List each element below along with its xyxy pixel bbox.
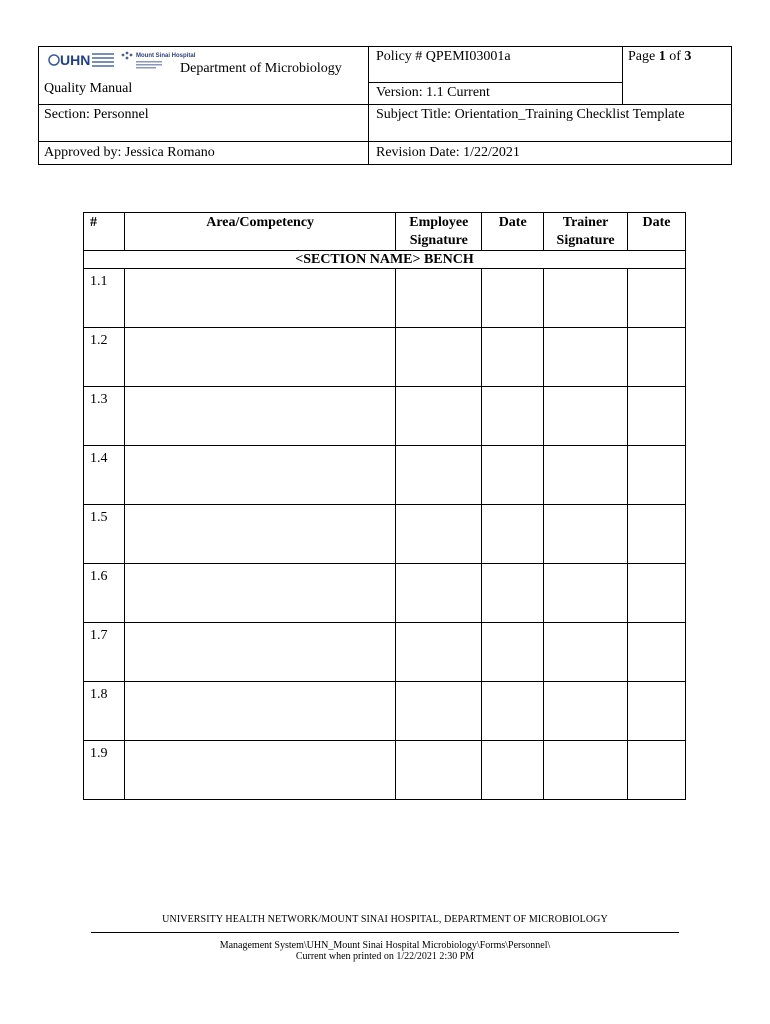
row-number: 1.4 (84, 446, 125, 505)
employee-signature-cell[interactable] (396, 564, 482, 623)
row-number: 1.3 (84, 387, 125, 446)
row-number: 1.2 (84, 328, 125, 387)
table-row (84, 387, 686, 446)
employee-signature-cell[interactable] (396, 505, 482, 564)
trainer-signature-cell[interactable] (544, 623, 628, 682)
trainer-signature-cell[interactable] (544, 269, 628, 328)
page-of: of (665, 49, 685, 64)
trainer-signature-cell[interactable] (544, 741, 628, 800)
page-prefix: Page (628, 49, 659, 64)
manual-title: Quality Manual (44, 81, 133, 96)
table-row (84, 741, 686, 800)
trainer-date-cell[interactable] (628, 328, 686, 387)
area-competency-cell[interactable] (124, 623, 395, 682)
row-number: 1.9 (84, 741, 125, 800)
version-label: Version: 1.1 Current (376, 85, 490, 100)
page-indicator (628, 49, 691, 65)
area-competency-cell[interactable] (124, 269, 395, 328)
department-title: Department of Microbiology (180, 61, 342, 76)
area-competency-cell[interactable] (124, 682, 395, 741)
footer-printed-note: Current when printed on 1/22/2021 2:30 PM (295, 951, 475, 962)
employee-date-cell[interactable] (482, 387, 544, 446)
col-date-header: Date (482, 213, 544, 251)
trainer-date-cell[interactable] (628, 505, 686, 564)
col-date-header-2: Date (628, 213, 686, 251)
footer-organization: UNIVERSITY HEALTH NETWORK/MOUNT SINAI HOSPITAL, DEPARTMENT OF MICROBIOLOGY (162, 914, 608, 925)
page-number: 1 (658, 49, 666, 64)
trainer-date-cell[interactable] (628, 741, 686, 800)
row-number: 1.7 (84, 623, 125, 682)
col-number-header: # (84, 213, 125, 251)
trainer-signature-cell[interactable] (544, 682, 628, 741)
table-row (84, 446, 686, 505)
employee-date-cell[interactable] (482, 682, 544, 741)
approved-by: Approved by: Jessica Romano (44, 145, 215, 160)
employee-signature-cell[interactable] (396, 446, 482, 505)
uhn-mount-sinai-logo (48, 49, 196, 71)
employee-date-cell[interactable] (482, 564, 544, 623)
employee-date-cell[interactable] (482, 269, 544, 328)
table-row (84, 623, 686, 682)
trainer-date-cell[interactable] (628, 682, 686, 741)
page-total: 3 (684, 49, 692, 64)
row-number: 1.1 (84, 269, 125, 328)
employee-signature-cell[interactable] (396, 623, 482, 682)
competency-checklist-table (83, 212, 686, 800)
employee-signature-cell[interactable] (396, 741, 482, 800)
trainer-signature-cell[interactable] (544, 328, 628, 387)
employee-date-cell[interactable] (482, 446, 544, 505)
section-name: <SECTION NAME> BENCH (84, 251, 686, 269)
area-competency-cell[interactable] (124, 446, 395, 505)
row-number: 1.8 (84, 682, 125, 741)
trainer-signature-cell[interactable] (544, 387, 628, 446)
section-row (84, 251, 686, 269)
subject-title: Subject Title: Orientation_Training Checklist Template (376, 107, 685, 122)
area-competency-cell[interactable] (124, 564, 395, 623)
trainer-signature-cell[interactable] (544, 564, 628, 623)
employee-date-cell[interactable] (482, 328, 544, 387)
employee-date-cell[interactable] (482, 741, 544, 800)
row-number: 1.6 (84, 564, 125, 623)
trainer-date-cell[interactable] (628, 623, 686, 682)
logo-msh-text: Mount Sinai Hospital (136, 53, 196, 59)
area-competency-cell[interactable] (124, 505, 395, 564)
section-label: Section: Personnel (44, 107, 149, 122)
footer-path-block (0, 940, 770, 962)
trainer-date-cell[interactable] (628, 387, 686, 446)
employee-date-cell[interactable] (482, 623, 544, 682)
footer-divider (91, 932, 679, 933)
employee-signature-cell[interactable] (396, 387, 482, 446)
revision-date: Revision Date: 1/22/2021 (376, 145, 520, 160)
table-row (84, 564, 686, 623)
col-employee-signature-header: Employee Signature (396, 213, 482, 251)
employee-signature-cell[interactable] (396, 682, 482, 741)
area-competency-cell[interactable] (124, 741, 395, 800)
col-trainer-signature-header: Trainer Signature (544, 213, 628, 251)
employee-signature-cell[interactable] (396, 269, 482, 328)
trainer-date-cell[interactable] (628, 564, 686, 623)
row-number: 1.5 (84, 505, 125, 564)
policy-number: Policy # QPEMI03001a (376, 49, 511, 64)
table-row (84, 269, 686, 328)
area-competency-cell[interactable] (124, 387, 395, 446)
logo-uhn-text: UHN (60, 52, 91, 68)
footer-path: Management System\UHN_Mount Sinai Hospital Microbiology\Forms\Personnel\ (219, 940, 551, 951)
trainer-date-cell[interactable] (628, 446, 686, 505)
trainer-signature-cell[interactable] (544, 505, 628, 564)
table-row (84, 328, 686, 387)
trainer-date-cell[interactable] (628, 269, 686, 328)
col-area-header: Area/Competency (124, 213, 395, 251)
trainer-signature-cell[interactable] (544, 446, 628, 505)
employee-signature-cell[interactable] (396, 328, 482, 387)
table-row (84, 682, 686, 741)
table-row (84, 505, 686, 564)
employee-date-cell[interactable] (482, 505, 544, 564)
table-header-row (84, 213, 686, 251)
area-competency-cell[interactable] (124, 328, 395, 387)
